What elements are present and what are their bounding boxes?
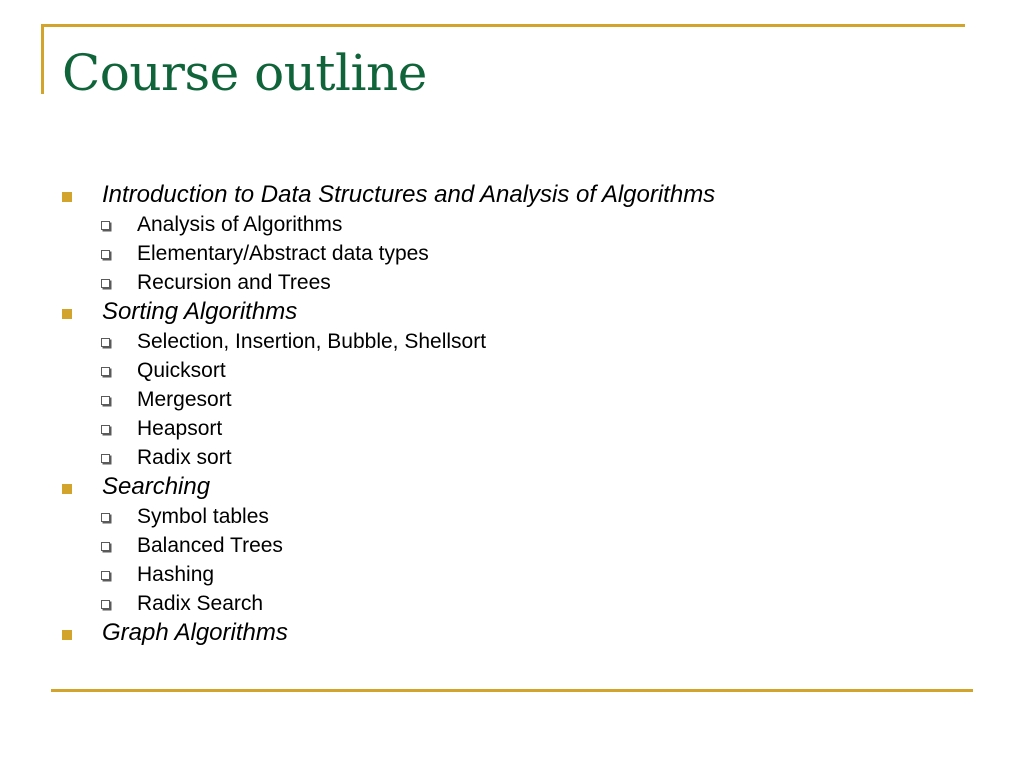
checkbox-bullet-icon (101, 250, 110, 259)
outline-subitem (0, 268, 1024, 297)
frame-left-rule (41, 24, 44, 94)
outline-subitem (0, 327, 1024, 356)
square-bullet-icon (62, 484, 72, 494)
square-bullet-icon (62, 309, 72, 319)
square-bullet-icon (62, 192, 72, 202)
outline-subitem (0, 531, 1024, 560)
outline-subitem (0, 414, 1024, 443)
outline-subitem-label: Hashing (137, 563, 215, 586)
checkbox-bullet-icon (101, 454, 110, 463)
checkbox-bullet-icon (101, 396, 110, 405)
outline-list (0, 180, 1024, 648)
outline-item (0, 618, 1024, 648)
outline-subitem-label: Heapsort (137, 417, 223, 440)
square-bullet-icon (62, 630, 72, 640)
outline-subitem (0, 502, 1024, 531)
outline-subitem-label: Selection, Insertion, Bubble, Shellsort (137, 330, 487, 353)
outline-item (0, 297, 1024, 327)
outline-item-label: Searching (102, 473, 211, 500)
outline-subitem (0, 210, 1024, 239)
outline-subitem (0, 385, 1024, 414)
outline-subitem (0, 443, 1024, 472)
outline-item-label: Sorting Algorithms (102, 298, 298, 325)
outline-subitem (0, 239, 1024, 268)
outline-subitem-label: Analysis of Algorithms (137, 213, 343, 236)
outline-item (0, 180, 1024, 210)
checkbox-bullet-icon (101, 279, 110, 288)
checkbox-bullet-icon (101, 338, 110, 347)
checkbox-bullet-icon (101, 542, 110, 551)
checkbox-bullet-icon (101, 513, 110, 522)
checkbox-bullet-icon (101, 571, 110, 580)
checkbox-bullet-icon (101, 425, 110, 434)
slide-title: Course outline (62, 44, 427, 102)
outline-subitem-label: Quicksort (137, 359, 226, 382)
outline-item-label: Introduction to Data Structures and Analysis of Algorithms (102, 181, 716, 208)
checkbox-bullet-icon (101, 600, 110, 609)
outline-subitem-label: Radix Search (137, 592, 264, 615)
outline-item (0, 472, 1024, 502)
frame-bottom-rule (51, 689, 973, 692)
outline-subitem (0, 589, 1024, 618)
outline-subitem-label: Radix sort (137, 446, 232, 469)
outline-subitem-label: Mergesort (137, 388, 232, 411)
checkbox-bullet-icon (101, 221, 110, 230)
outline-subitem-label: Balanced Trees (137, 534, 283, 557)
outline-subitem (0, 356, 1024, 385)
outline-subitem-label: Elementary/Abstract data types (137, 242, 429, 265)
checkbox-bullet-icon (101, 367, 110, 376)
outline-subitem-label: Recursion and Trees (137, 271, 331, 294)
outline-subitem (0, 560, 1024, 589)
outline-subitem-label: Symbol tables (137, 505, 269, 528)
outline-item-label: Graph Algorithms (102, 619, 288, 646)
frame-top-rule (41, 24, 965, 27)
